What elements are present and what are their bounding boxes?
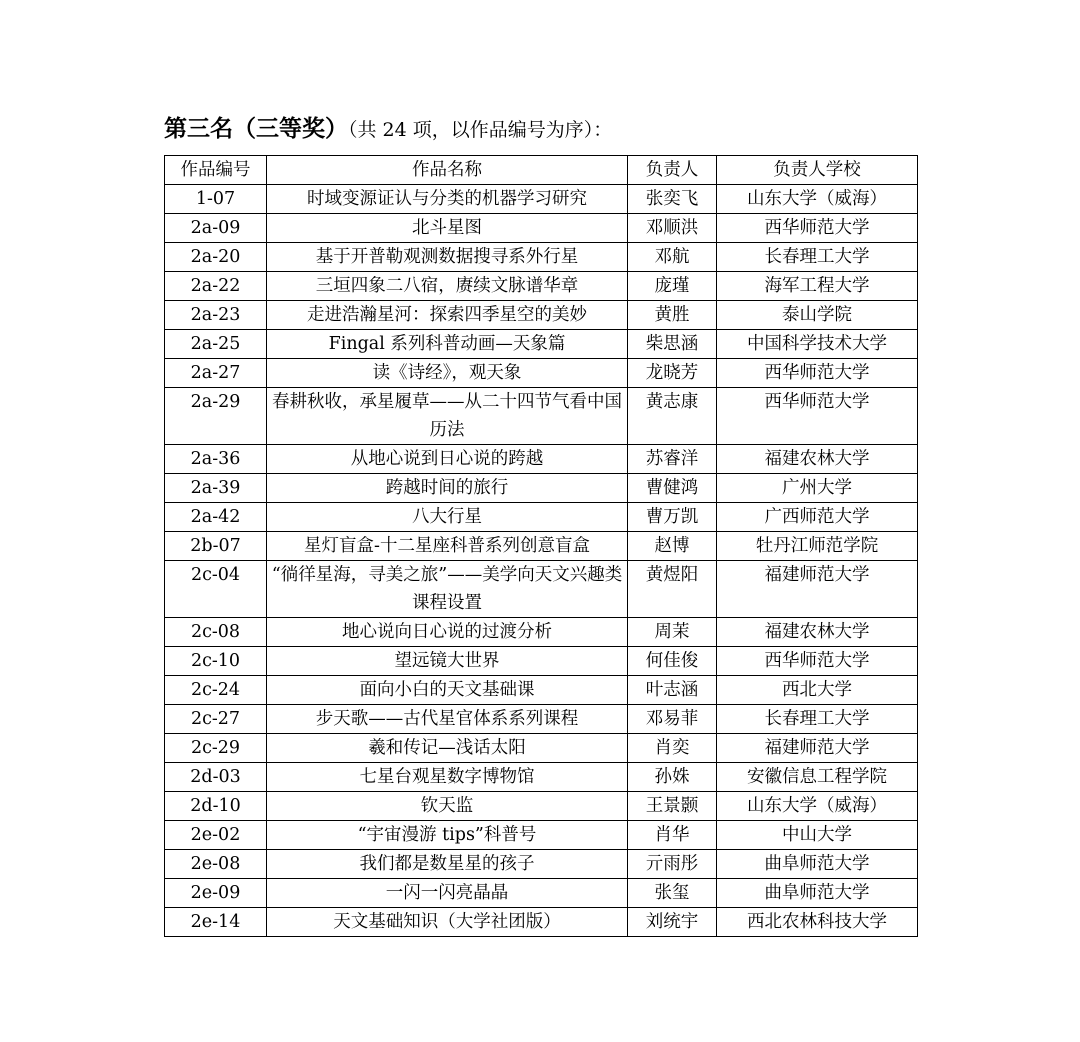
cell-work-title: 步天歌——古代星官体系系列课程 (267, 705, 628, 734)
cell-school: 山东大学（威海） (717, 185, 918, 214)
cell-work-id: 2c-08 (165, 618, 267, 647)
cell-school: 广州大学 (717, 474, 918, 503)
table-row (165, 503, 918, 532)
cell-work-id: 2a-22 (165, 272, 267, 301)
table-row (165, 445, 918, 474)
cell-work-id: 2b-07 (165, 532, 267, 561)
cell-school: 山东大学（威海） (717, 792, 918, 821)
cell-school: 西北农林科技大学 (717, 908, 918, 937)
cell-leader: 何佳俊 (628, 647, 717, 676)
cell-leader: 亓雨彤 (628, 850, 717, 879)
header-leader: 负责人 (628, 156, 717, 185)
cell-work-title: 八大行星 (267, 503, 628, 532)
cell-school: 曲阜师范大学 (717, 879, 918, 908)
cell-school: 福建师范大学 (717, 561, 918, 618)
cell-leader: 肖华 (628, 821, 717, 850)
cell-leader: 曹健鸿 (628, 474, 717, 503)
table-row (165, 792, 918, 821)
cell-work-id: 2a-39 (165, 474, 267, 503)
cell-leader: 王景颢 (628, 792, 717, 821)
cell-work-id: 2e-02 (165, 821, 267, 850)
table-row (165, 850, 918, 879)
cell-leader: 黄志康 (628, 388, 717, 445)
cell-work-id: 2a-27 (165, 359, 267, 388)
cell-work-title: 钦天监 (267, 792, 628, 821)
table-row (165, 243, 918, 272)
cell-work-title: Fingal 系列科普动画—天象篇 (267, 330, 628, 359)
cell-leader: 刘统宇 (628, 908, 717, 937)
awards-table (164, 155, 918, 937)
cell-work-title: 天文基础知识（大学社团版） (267, 908, 628, 937)
cell-school: 海军工程大学 (717, 272, 918, 301)
cell-school: 西华师范大学 (717, 647, 918, 676)
cell-school: 福建农林大学 (717, 445, 918, 474)
cell-work-title: 基于开普勒观测数据搜寻系外行星 (267, 243, 628, 272)
cell-leader: 柴思涵 (628, 330, 717, 359)
cell-school: 广西师范大学 (717, 503, 918, 532)
cell-work-title: “宇宙漫游 tips”科普号 (267, 821, 628, 850)
cell-school: 中国科学技术大学 (717, 330, 918, 359)
cell-work-title: 星灯盲盒-十二星座科普系列创意盲盒 (267, 532, 628, 561)
cell-work-title: 面向小白的天文基础课 (267, 676, 628, 705)
table-row (165, 763, 918, 792)
table-row (165, 272, 918, 301)
cell-leader: 张奕飞 (628, 185, 717, 214)
table-row (165, 647, 918, 676)
cell-school: 福建师范大学 (717, 734, 918, 763)
cell-leader: 黄胜 (628, 301, 717, 330)
cell-school: 西北大学 (717, 676, 918, 705)
cell-work-title: 一闪一闪亮晶晶 (267, 879, 628, 908)
table-row (165, 359, 918, 388)
cell-work-id: 2c-27 (165, 705, 267, 734)
table-row (165, 734, 918, 763)
cell-work-id: 2d-10 (165, 792, 267, 821)
cell-work-id: 2d-03 (165, 763, 267, 792)
table-row (165, 330, 918, 359)
cell-work-title: 我们都是数星星的孩子 (267, 850, 628, 879)
cell-work-id: 2e-09 (165, 879, 267, 908)
cell-work-id: 2c-04 (165, 561, 267, 618)
cell-work-title: 跨越时间的旅行 (267, 474, 628, 503)
table-header-row (165, 156, 918, 185)
cell-leader: 邓顺洪 (628, 214, 717, 243)
cell-work-title: 望远镜大世界 (267, 647, 628, 676)
cell-school: 牡丹江师范学院 (717, 532, 918, 561)
table-row (165, 185, 918, 214)
table-body (165, 185, 918, 937)
table-row (165, 561, 918, 618)
cell-leader: 黄煜阳 (628, 561, 717, 618)
cell-work-id: 2e-08 (165, 850, 267, 879)
table-row (165, 214, 918, 243)
cell-work-title: “徜徉星海，寻美之旅”——美学向天文兴趣类课程设置 (267, 561, 628, 618)
cell-work-title: 从地心说到日心说的跨越 (267, 445, 628, 474)
cell-work-id: 2a-09 (165, 214, 267, 243)
cell-school: 西华师范大学 (717, 214, 918, 243)
cell-leader: 赵博 (628, 532, 717, 561)
cell-work-id: 2c-10 (165, 647, 267, 676)
cell-leader: 邓易菲 (628, 705, 717, 734)
cell-school: 福建农林大学 (717, 618, 918, 647)
cell-school: 泰山学院 (717, 301, 918, 330)
header-work-title: 作品名称 (267, 156, 628, 185)
cell-work-title: 羲和传记—浅话太阳 (267, 734, 628, 763)
table-row (165, 532, 918, 561)
cell-school: 曲阜师范大学 (717, 850, 918, 879)
table-row (165, 618, 918, 647)
cell-leader: 叶志涵 (628, 676, 717, 705)
cell-leader: 孙姝 (628, 763, 717, 792)
table-row (165, 301, 918, 330)
cell-work-id: 2c-29 (165, 734, 267, 763)
cell-leader: 苏睿洋 (628, 445, 717, 474)
cell-leader: 周茉 (628, 618, 717, 647)
cell-work-id: 2a-36 (165, 445, 267, 474)
cell-school: 长春理工大学 (717, 243, 918, 272)
cell-school: 安徽信息工程学院 (717, 763, 918, 792)
cell-work-title: 时域变源证认与分类的机器学习研究 (267, 185, 628, 214)
cell-work-title: 三垣四象二八宿，赓续文脉谱华章 (267, 272, 628, 301)
cell-leader: 庞瑾 (628, 272, 717, 301)
table-row (165, 676, 918, 705)
cell-leader: 肖奕 (628, 734, 717, 763)
cell-work-id: 2a-29 (165, 388, 267, 445)
cell-work-id: 2c-24 (165, 676, 267, 705)
cell-school: 西华师范大学 (717, 388, 918, 445)
cell-work-id: 1-07 (165, 185, 267, 214)
cell-work-id: 2a-25 (165, 330, 267, 359)
cell-leader: 龙晓芳 (628, 359, 717, 388)
cell-work-id: 2a-20 (165, 243, 267, 272)
cell-work-title: 春耕秋收，承星履草——从二十四节气看中国历法 (267, 388, 628, 445)
cell-work-title: 地心说向日心说的过渡分析 (267, 618, 628, 647)
heading-title: 第三名（三等奖） (164, 115, 348, 142)
cell-work-title: 北斗星图 (267, 214, 628, 243)
cell-work-id: 2e-14 (165, 908, 267, 937)
cell-work-title: 读《诗经》，观天象 (267, 359, 628, 388)
table-row (165, 474, 918, 503)
heading-note: （共 24 项，以作品编号为序）： (348, 119, 613, 141)
table-row (165, 821, 918, 850)
cell-work-title: 走进浩瀚星河：探索四季星空的美妙 (267, 301, 628, 330)
cell-leader: 曹万凯 (628, 503, 717, 532)
cell-leader: 张玺 (628, 879, 717, 908)
table-row (165, 705, 918, 734)
cell-school: 中山大学 (717, 821, 918, 850)
header-work-id: 作品编号 (165, 156, 267, 185)
table-row (165, 879, 918, 908)
table-row (165, 908, 918, 937)
cell-work-id: 2a-23 (165, 301, 267, 330)
cell-work-id: 2a-42 (165, 503, 267, 532)
header-school: 负责人学校 (717, 156, 918, 185)
table-row (165, 388, 918, 445)
cell-school: 西华师范大学 (717, 359, 918, 388)
section-heading (164, 112, 612, 147)
cell-work-title: 七星台观星数字博物馆 (267, 763, 628, 792)
cell-leader: 邓航 (628, 243, 717, 272)
cell-school: 长春理工大学 (717, 705, 918, 734)
